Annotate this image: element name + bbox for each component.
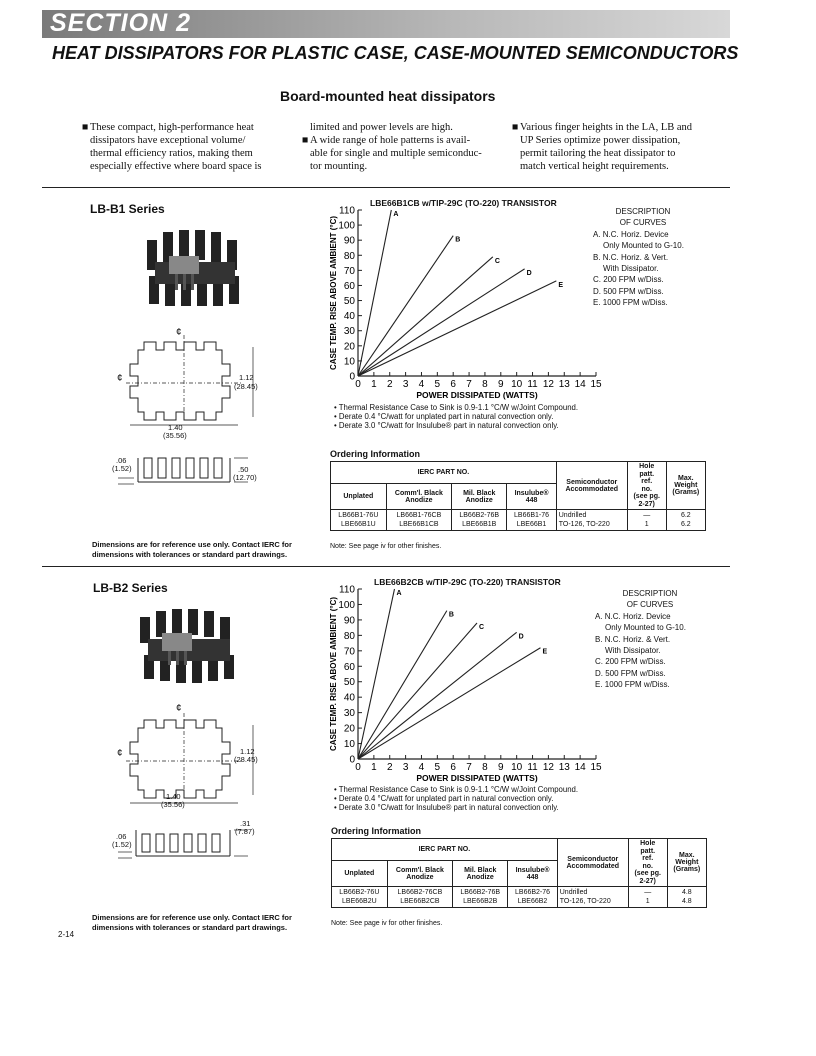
series-label-e: E bbox=[558, 281, 564, 289]
y-tick-label: 20 bbox=[343, 341, 355, 353]
col-semi bbox=[557, 839, 628, 887]
x-tick-label: 14 bbox=[574, 379, 586, 390]
col-semi-l2: Accommodated bbox=[565, 485, 619, 493]
col-black-l2: Anodize bbox=[405, 496, 433, 504]
series-line-c bbox=[358, 623, 477, 759]
col-hole-l: ref. bbox=[642, 855, 654, 862]
chart-notes-lb-b2 bbox=[334, 785, 714, 812]
chart-title-lb-b2: LBE66B2CB w/TIP-29C (TO-220) TRANSISTOR bbox=[374, 577, 561, 587]
hole-value: — bbox=[644, 889, 652, 896]
curve-desc-c: C. 200 FPM w/Diss. bbox=[593, 275, 664, 285]
curve-description-lb-b2 bbox=[595, 588, 725, 691]
col-black bbox=[386, 484, 451, 510]
part-no: LB66B1-76 bbox=[514, 512, 550, 519]
y-tick-label: 0 bbox=[349, 754, 355, 766]
intro-text: Various finger heights in the LA, LB and bbox=[520, 122, 693, 133]
chart-note: • Derate 3.0 °C/watt for Insulube® part in natural convection only. bbox=[334, 421, 559, 430]
col-black-l1: Comm'l. Black bbox=[394, 489, 443, 497]
col-black bbox=[387, 861, 452, 887]
series-label-b: B bbox=[455, 236, 461, 244]
series-label-d: D bbox=[526, 269, 532, 277]
intro-column-1 bbox=[82, 121, 290, 173]
intro-text: permit tailoring the heat dissipator to bbox=[520, 148, 676, 159]
y-axis-label: CASE TEMP. RISE ABOVE AMBIENT (°C) bbox=[329, 215, 338, 371]
col-hole-l: no. bbox=[642, 862, 653, 870]
part-no: LB66B2-76 bbox=[515, 889, 551, 896]
bullet-icon: ■ bbox=[302, 135, 309, 146]
bullet-icon: ■ bbox=[82, 122, 89, 133]
series-line-b bbox=[358, 611, 447, 759]
y-tick-label: 70 bbox=[343, 265, 355, 277]
x-tick-label: 3 bbox=[402, 379, 409, 390]
col-mil-l2: Anodize bbox=[465, 496, 493, 504]
curve-desc-a: Only Mounted to G-10. bbox=[605, 623, 686, 633]
dimension-note-lb-b1 bbox=[92, 540, 312, 559]
x-tick-label: 5 bbox=[434, 379, 441, 390]
col-semi-l2: Accommodated bbox=[566, 862, 620, 870]
curve-desc-b: B. N.C. Horiz. & Vert. bbox=[595, 634, 671, 644]
chart-note: • Thermal Resistance Case to Sink is 0.9-1.1 °C/W w/Joint Compound. bbox=[334, 403, 579, 412]
y-tick-label: 40 bbox=[343, 311, 355, 323]
y-tick-label: 30 bbox=[343, 708, 355, 720]
col-ins-l1: Insulube® bbox=[515, 866, 550, 874]
chart-title-lb-b1: LBE66B1CB w/TIP-29C (TO-220) TRANSISTOR bbox=[370, 198, 557, 208]
col-hole bbox=[628, 839, 667, 887]
page-number: 2-14 bbox=[58, 930, 75, 939]
dim-width-mm: (35.56) bbox=[161, 800, 185, 809]
x-tick-label: 1 bbox=[371, 762, 377, 773]
series-line-d bbox=[358, 269, 525, 376]
intro-text: UP Series optimize power dissipation, bbox=[520, 135, 681, 146]
cell-mil bbox=[452, 510, 507, 531]
table-row bbox=[331, 510, 706, 531]
part-no: LBE66B1CB bbox=[399, 521, 439, 528]
col-black-l1: Comm'l. Black bbox=[395, 866, 444, 874]
x-tick-label: 15 bbox=[590, 379, 602, 390]
series-label-a: A bbox=[393, 211, 399, 218]
series-label-c: C bbox=[479, 624, 485, 631]
dim-finger: .31 bbox=[240, 819, 251, 828]
dim-height: 1.12 bbox=[239, 373, 254, 382]
curve-description-lb-b1 bbox=[593, 206, 723, 309]
cell-ins bbox=[508, 887, 557, 908]
section-divider bbox=[42, 187, 730, 188]
intro-text: limited and power levels are high. bbox=[310, 122, 453, 133]
col-weight bbox=[666, 462, 705, 510]
y-tick-label: 40 bbox=[343, 692, 355, 704]
x-tick-label: 6 bbox=[450, 379, 456, 390]
y-tick-label: 90 bbox=[343, 235, 355, 247]
curve-desc-a: A. N.C. Horiz. Device bbox=[595, 611, 671, 621]
hole-value: 1 bbox=[644, 521, 649, 528]
centerline-label: ¢ bbox=[176, 327, 182, 338]
part-no: LBE66B1B bbox=[462, 521, 497, 528]
dim-height-mm: (28.45) bbox=[234, 382, 258, 391]
part-no: LBE66B2B bbox=[463, 898, 498, 905]
col-hole-l: 2-27) bbox=[638, 500, 655, 508]
x-tick-label: 0 bbox=[355, 379, 361, 390]
curve-desc-b: With Dissipator. bbox=[603, 264, 659, 274]
x-tick-label: 11 bbox=[527, 762, 538, 773]
cell-mil bbox=[453, 887, 508, 908]
col-hole-l: patt. bbox=[639, 470, 655, 478]
col-wt-l: (Grams) bbox=[672, 489, 700, 496]
x-tick-label: 12 bbox=[542, 762, 554, 773]
weight-value: 4.8 bbox=[681, 889, 692, 896]
y-axis-label: CASE TEMP. RISE ABOVE AMBIENT (°C) bbox=[329, 596, 338, 752]
intro-text: especially effective where board space is bbox=[90, 161, 262, 172]
series-label-e: E bbox=[542, 648, 548, 656]
x-tick-label: 0 bbox=[355, 762, 361, 773]
y-tick-label: 50 bbox=[343, 677, 355, 689]
dim-finger-mm: (12.70) bbox=[233, 473, 257, 482]
col-unplated: Unplated bbox=[332, 861, 388, 887]
y-tick-label: 60 bbox=[343, 661, 355, 673]
dim-height: 1.12 bbox=[240, 747, 255, 756]
x-tick-label: 15 bbox=[590, 762, 602, 773]
x-tick-label: 9 bbox=[498, 379, 504, 390]
product-photo-lb-b1 bbox=[135, 222, 255, 312]
centerline-label: ¢ bbox=[176, 703, 182, 714]
series-line-e bbox=[358, 648, 540, 759]
intro-text: thermal efficiency ratios, making them bbox=[90, 148, 253, 159]
col-black-l2: Anodize bbox=[406, 873, 434, 881]
dimension-note-lb-b2 bbox=[92, 913, 312, 932]
col-hole-l: Hole bbox=[639, 463, 655, 470]
part-no: LB66B2-76U bbox=[339, 889, 380, 896]
col-ins-l2: 448 bbox=[526, 873, 539, 881]
series-line-e bbox=[358, 281, 556, 376]
series-line-a bbox=[358, 589, 394, 759]
x-tick-label: 13 bbox=[558, 762, 570, 773]
intro-text: able for single and multiple semiconduc- bbox=[310, 148, 482, 159]
part-no: LBE66B1U bbox=[341, 521, 376, 528]
y-tick-label: 0 bbox=[349, 371, 355, 383]
section-label: SECTION 2 bbox=[50, 9, 191, 37]
y-tick-label: 110 bbox=[339, 585, 355, 596]
y-tick-label: 10 bbox=[343, 356, 355, 368]
x-tick-label: 14 bbox=[574, 762, 586, 773]
intro-text: These compact, high-performance heat bbox=[90, 122, 254, 133]
intro-text: match vertical height requirements. bbox=[520, 161, 669, 172]
curve-desc-e: E. 1000 FPM w/Diss. bbox=[593, 298, 668, 308]
x-tick-label: 13 bbox=[558, 379, 570, 390]
intro-text: dissipators have exceptional volume/ bbox=[90, 135, 246, 146]
col-mil-l1: Mil. Black bbox=[463, 489, 496, 497]
y-tick-label: 110 bbox=[339, 206, 355, 217]
x-tick-label: 10 bbox=[511, 762, 523, 773]
table-row bbox=[332, 887, 707, 908]
col-hole bbox=[627, 462, 666, 510]
col-unplated: Unplated bbox=[331, 484, 387, 510]
col-ins-l1: Insulube® bbox=[514, 489, 549, 497]
col-mil-l2: Anodize bbox=[466, 873, 494, 881]
intro-column-2 bbox=[302, 121, 500, 173]
dim-finger-mm: (7.87) bbox=[235, 827, 255, 836]
x-tick-label: 2 bbox=[386, 379, 393, 390]
dim-thick: .06 bbox=[116, 456, 127, 465]
weight-value: 6.2 bbox=[680, 521, 691, 528]
cell-unplated bbox=[331, 510, 387, 531]
dimension-note-line: Dimensions are for reference use only. Contact IERC for bbox=[92, 540, 292, 549]
series-title-lb-b2: LB-B2 Series bbox=[93, 581, 168, 595]
col-ins-l2: 448 bbox=[525, 496, 538, 504]
intro-column-3 bbox=[512, 121, 720, 173]
section-divider bbox=[42, 566, 730, 567]
page-subtitle: Board-mounted heat dissipators bbox=[280, 88, 496, 104]
x-tick-label: 8 bbox=[482, 379, 488, 390]
dimension-note-line: dimensions with tolerances or standard part drawings. bbox=[92, 922, 288, 932]
centerline-label: ¢ bbox=[117, 748, 123, 759]
curve-desc-title: DESCRIPTION bbox=[615, 207, 671, 216]
col-ins bbox=[508, 861, 557, 887]
hole-value: — bbox=[643, 512, 651, 519]
col-wt-l: (Grams) bbox=[673, 866, 701, 873]
semi-value: TO-126, TO-220 bbox=[559, 898, 611, 905]
ordering-title-lb-b2: Ordering Information bbox=[331, 826, 421, 836]
chart-note: • Derate 0.4 °C/watt for unplated part in natural convection only. bbox=[334, 794, 554, 803]
curve-desc-a: A. N.C. Horiz. Device bbox=[593, 229, 669, 239]
col-hole-l: no. bbox=[641, 485, 652, 493]
hole-value: 1 bbox=[645, 898, 650, 905]
col-mil bbox=[452, 484, 507, 510]
centerline-label: ¢ bbox=[117, 373, 123, 384]
part-no: LBE66B1 bbox=[516, 521, 547, 528]
curve-desc-title: DESCRIPTION bbox=[622, 589, 678, 598]
curve-desc-title: OF CURVES bbox=[626, 600, 674, 610]
intro-text: tor mounting. bbox=[310, 161, 368, 172]
dim-width-mm: (35.56) bbox=[163, 431, 187, 440]
chart-note: • Derate 3.0 °C/watt for Insulube® part in natural convection only. bbox=[334, 803, 559, 812]
table-note-lb-b1: Note: See page iv for other finishes. bbox=[330, 543, 442, 550]
col-wt-l: Max. bbox=[678, 475, 694, 482]
col-hole-l: (see pg. bbox=[634, 870, 661, 877]
col-mil-l1: Mil. Black bbox=[464, 866, 497, 874]
curve-desc-e: E. 1000 FPM w/Diss. bbox=[595, 680, 670, 690]
part-no: LB66B1-76U bbox=[338, 512, 379, 519]
curve-desc-b: B. N.C. Horiz. & Vert. bbox=[593, 252, 669, 262]
col-ins bbox=[507, 484, 556, 510]
cell-hole bbox=[628, 887, 667, 908]
col-hole-l: ref. bbox=[641, 478, 653, 485]
y-tick-label: 80 bbox=[343, 630, 355, 642]
x-tick-label: 3 bbox=[402, 762, 409, 773]
ordering-table-lb-b2 bbox=[331, 838, 707, 908]
cell-semi bbox=[556, 510, 627, 531]
product-photo-lb-b2 bbox=[132, 603, 250, 691]
col-wt-l: Max. bbox=[679, 852, 695, 859]
x-tick-label: 10 bbox=[511, 379, 523, 390]
y-tick-label: 30 bbox=[343, 326, 355, 338]
curve-desc-a: Only Mounted to G-10. bbox=[603, 241, 684, 251]
dimension-note-line: Dimensions are for reference use only. Contact IERC for bbox=[92, 913, 292, 922]
col-weight bbox=[667, 839, 706, 887]
x-tick-label: 8 bbox=[482, 762, 488, 773]
cell-weight bbox=[667, 887, 706, 908]
part-no: LB66B2-76B bbox=[459, 512, 500, 519]
dim-finger: .50 bbox=[238, 465, 249, 474]
series-label-c: C bbox=[494, 257, 500, 265]
col-mil bbox=[453, 861, 508, 887]
dim-height-mm: (28.45) bbox=[234, 755, 258, 764]
dim-thick-mm: (1.52) bbox=[112, 840, 132, 849]
intro-text: A wide range of hole patterns is avail- bbox=[310, 135, 471, 146]
x-tick-label: 4 bbox=[418, 762, 425, 773]
cell-black bbox=[387, 887, 452, 908]
cell-unplated bbox=[332, 887, 388, 908]
col-wt-l: Weight bbox=[675, 859, 699, 866]
series-label-d: D bbox=[518, 633, 524, 641]
y-tick-label: 80 bbox=[343, 250, 355, 262]
x-tick-label: 9 bbox=[498, 762, 504, 773]
cell-weight bbox=[666, 510, 705, 531]
col-hole-l: 2-27) bbox=[639, 877, 656, 885]
col-semi-l1: Semiconductor bbox=[566, 478, 618, 486]
ordering-table-lb-b1 bbox=[330, 461, 706, 531]
curve-desc-d: D. 500 FPM w/Diss. bbox=[593, 286, 664, 296]
col-hole-l: patt. bbox=[640, 847, 656, 855]
page-title: HEAT DISSIPATORS FOR PLASTIC CASE, CASE-MOUNTED SEMICONDUCTORS bbox=[52, 43, 739, 63]
x-tick-label: 2 bbox=[386, 762, 393, 773]
col-semi-l1: Semiconductor bbox=[567, 855, 619, 863]
col-semi bbox=[556, 462, 627, 510]
part-no: LBE66B2U bbox=[342, 898, 377, 905]
weight-value: 4.8 bbox=[681, 898, 692, 905]
thermal-chart-lb-b1 bbox=[322, 206, 612, 402]
cell-black bbox=[386, 510, 451, 531]
part-no: LB66B2-76B bbox=[460, 889, 501, 896]
x-tick-label: 11 bbox=[527, 379, 538, 390]
x-axis-label: POWER DISSIPATED (WATTS) bbox=[416, 390, 538, 400]
group-header: IERC PART NO. bbox=[331, 462, 557, 484]
group-header: IERC PART NO. bbox=[332, 839, 558, 861]
part-no: LB66B2-76CB bbox=[397, 889, 443, 896]
y-tick-label: 60 bbox=[343, 280, 355, 292]
col-hole-l: Hole bbox=[640, 840, 656, 847]
curve-desc-d: D. 500 FPM w/Diss. bbox=[595, 668, 666, 678]
dim-thick-mm: (1.52) bbox=[112, 464, 132, 473]
chart-note: • Derate 0.4 °C/watt for unplated part in natural convection only. bbox=[334, 412, 554, 421]
y-tick-label: 90 bbox=[343, 615, 355, 627]
curve-desc-c: C. 200 FPM w/Diss. bbox=[595, 657, 666, 667]
part-no: LB66B1-76CB bbox=[396, 512, 442, 519]
cell-semi bbox=[557, 887, 628, 908]
x-tick-label: 5 bbox=[434, 762, 441, 773]
x-tick-label: 6 bbox=[450, 762, 456, 773]
x-tick-label: 4 bbox=[418, 379, 425, 390]
part-no: LBE66B2 bbox=[517, 898, 548, 905]
table-note-lb-b2: Note: See page iv for other finishes. bbox=[331, 920, 443, 927]
col-wt-l: Weight bbox=[674, 482, 698, 489]
dimension-note-line: dimensions with tolerances or standard part drawings. bbox=[92, 549, 288, 559]
semi-value: TO-126, TO-220 bbox=[558, 521, 610, 528]
ordering-title-lb-b1: Ordering Information bbox=[330, 449, 420, 459]
semi-value: Undrilled bbox=[559, 889, 588, 896]
series-title-lb-b1: LB-B1 Series bbox=[90, 202, 165, 216]
x-tick-label: 7 bbox=[466, 379, 472, 390]
y-tick-label: 100 bbox=[338, 599, 355, 611]
part-no: LBE66B2CB bbox=[400, 898, 440, 905]
thermal-chart-lb-b2 bbox=[322, 585, 612, 785]
chart-note: • Thermal Resistance Case to Sink is 0.9-1.1 °C/W w/Joint Compound. bbox=[334, 785, 579, 794]
cell-ins bbox=[507, 510, 556, 531]
curve-desc-title: OF CURVES bbox=[619, 218, 667, 228]
chart-notes-lb-b1 bbox=[334, 403, 714, 430]
x-tick-label: 12 bbox=[542, 379, 554, 390]
semi-value: Undrilled bbox=[558, 512, 587, 519]
series-line-d bbox=[358, 632, 517, 759]
x-tick-label: 7 bbox=[466, 762, 472, 773]
series-label-a: A bbox=[396, 590, 402, 597]
y-tick-label: 20 bbox=[343, 723, 355, 735]
y-tick-label: 100 bbox=[338, 220, 355, 232]
curve-desc-b: With Dissipator. bbox=[605, 646, 661, 656]
dim-width: 1.40 bbox=[166, 792, 181, 801]
y-tick-label: 50 bbox=[343, 296, 355, 308]
bullet-icon: ■ bbox=[512, 122, 519, 133]
dim-thick: .06 bbox=[116, 832, 127, 841]
dim-width: 1.40 bbox=[168, 423, 183, 432]
x-axis-label: POWER DISSIPATED (WATTS) bbox=[416, 773, 538, 783]
x-tick-label: 1 bbox=[371, 379, 377, 390]
y-tick-label: 10 bbox=[343, 739, 355, 751]
weight-value: 6.2 bbox=[680, 512, 691, 519]
y-tick-label: 70 bbox=[343, 646, 355, 658]
series-label-b: B bbox=[448, 611, 454, 619]
cell-hole bbox=[627, 510, 666, 531]
col-hole-l: (see pg. bbox=[633, 493, 660, 500]
